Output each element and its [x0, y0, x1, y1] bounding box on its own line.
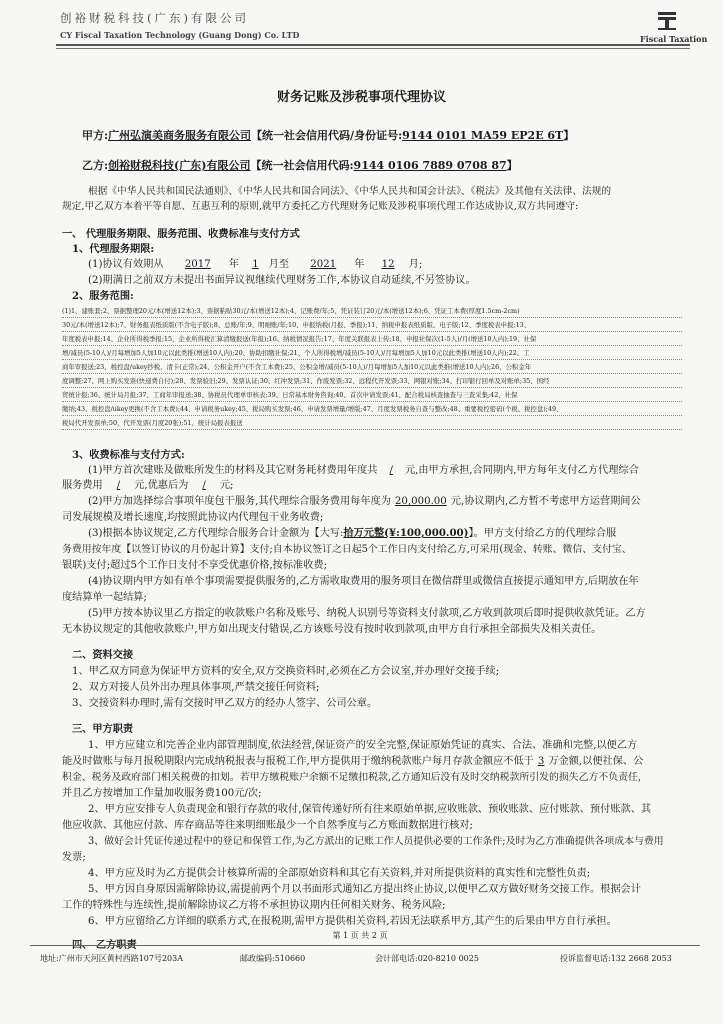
duty-a-line: 积金、税务及政府部门相关税费的扣划。若甲方缴税账户余额不足缴扣税款,乙方通知后没有及时交纳税款所引发的损失乙方不负责任, [62, 772, 642, 783]
fee-line-10: (5)甲方按本协议里乙方指定的收款账户名称及账号、纳税人识别号等资料支付款项,乙方收到款项后即时提供收款凭证。乙方 [88, 608, 646, 619]
section-1-heading: 一、 代理服务期限、服务范围、收费标准与支付方式 [62, 228, 300, 240]
duty-a-line: 工作的特殊性与连续性,提前解除协议乙方将不承担协议期内任何相关财务、税务风险; [62, 900, 446, 911]
party-a-line [82, 127, 574, 143]
letterhead-company-cn: 创裕财税科技(广东)有限公司 [60, 11, 249, 25]
service-scope-heading: 2、服务范围: [72, 290, 134, 302]
party-a-name: 广州弘演美商务服务有限公司 [108, 129, 252, 142]
fee-text: (2)甲方加选择综合事项年度包干服务,其代理综合服务费用每年度为 [88, 496, 391, 507]
fee-text: 】。甲方支付给乙方的代理综合服 [468, 528, 617, 539]
term-start-month: 1 [252, 259, 259, 270]
duty-text: 能及时做账与每月报税期限内完成纳税报表与报税工作,甲方提供用于缴纳税款账户每月存款金额应不低于 [62, 756, 534, 767]
fee-text: 服务费用 [62, 480, 103, 491]
handover-item: 2、双方对接人员外出办理具体事项,严禁交接任何资料; [72, 682, 320, 693]
term-label: (1)协议有效期从 [88, 259, 164, 270]
party-a-label: 甲方: [82, 129, 109, 142]
letterhead-company-en: CY Fiscal Taxation Technology (Guang Dong) Co. LTD [60, 30, 300, 40]
handover-item: 3、交接资料办理时,需有交接时甲乙双方的经办人签字、公司公章。 [72, 698, 378, 709]
min-deposit-value: 3 [537, 756, 545, 767]
party-a-credit-code: 9144 0101 MA59 EP2E 6T [402, 129, 564, 142]
fee-text: (3)根据本协议规定,乙方代理综合服务合计金额为【大写: [88, 528, 344, 539]
term-end-month: 12 [381, 259, 395, 270]
duty-a-line: 1、甲方应建立和完善企业内部管理制度,依法经营,保证资产的安全完整,保证原始凭证的真实、合法、准确和完整,以便乙方 [88, 740, 638, 751]
fee-line-5 [88, 526, 616, 541]
fee-line-4: 司发展规模及增长速度,均按照此协议内代理包干业务收费; [62, 512, 324, 523]
scope-line: 缴纳;43、税控盘/ukey更换(不含工本费);44、申请税务ukey;45、税局购买发票;46、申请发票增量/增版;47、月度发票税务自查与整改;48、重要税控密码(个税、税控盘);49、 [62, 405, 563, 413]
letterhead-divider-thin [56, 48, 690, 49]
service-term-heading: 1、代理服务期限: [72, 243, 155, 255]
scope-underline [62, 359, 682, 360]
fee-line-8: (4)协议期内甲方如有单个事项需要提供服务的,乙方需收取费用的服务项目在微信群里或微信直接提示通知甲方,后期放在年 [88, 576, 639, 587]
duty-a-line [62, 754, 643, 769]
fee-heading: 3、收费标准与支付方式: [72, 449, 185, 461]
handover-item: 1、甲乙双方同意为保证甲方资料的安全,双方交换资料时,必须在乙方会议室,并办理好交接手续; [72, 666, 500, 677]
service-fee-value: / [116, 480, 121, 491]
party-b-credit-code: 9144 0106 7889 0708 87 [353, 159, 507, 172]
footer-divider [30, 945, 700, 946]
term-month-to: 月至 [268, 259, 290, 270]
term-line-1 [88, 257, 422, 272]
duty-text: 万金额,以便社保、公 [548, 756, 644, 767]
fee-line-2 [62, 478, 233, 493]
scope-line: 贸统计报;36、统计局月报;37、工商年审报送;38、协税员代理单审核表;39、日常基本财务咨询;40、首次申请发票;41、配合税局核查抽查与三查采集;42、社保 [62, 391, 518, 399]
fee-text: 元,协议期内,乙方暂不考虑甲方运营期间公 [450, 496, 641, 507]
discounted-fee-value: / [202, 480, 206, 491]
party-b-label: 乙方: [82, 159, 109, 172]
fee-line-1 [88, 463, 639, 478]
scope-underline [62, 387, 682, 388]
total-amount: 拾万元整(¥:100,000.00) [343, 527, 469, 539]
party-a-close: 】 [563, 129, 575, 142]
duty-a-line: 4、甲方应及时为乙方提供会计核算所需的全部原始资料和其它有关资料,并对所提供资料的真实性和完整性负责; [88, 868, 591, 879]
scope-underline [62, 317, 682, 318]
term-end-year: 2021 [310, 259, 337, 270]
scope-line: 30元/本(增送12本);7、财务报表纸质版(不含电子版);8、总账/年;9、明细账/年;10、申报纳税(月报、季报);11、纳税申报表纸质版、电子版;12、季度税表申报;13、 [62, 321, 531, 329]
scope-underline [62, 331, 682, 332]
intro-line: 根据《中华人民共和国民法通则》、《中华人民共和国合同法》、《中华人民共和国会计法》、《税法》及其他有关法律、法规的 [88, 186, 612, 197]
fee-line-7: 银联)支付;超过5个工作日支付不享受优惠价格,按标准收费; [62, 560, 328, 571]
scope-underline [62, 373, 682, 374]
fee-text: 元,优惠后为 [134, 480, 189, 491]
letterhead-divider [56, 44, 690, 46]
term-year-unit: 年 [228, 259, 239, 270]
fee-text: (1)甲方首次建账及做账所发生的材料及其它财务耗材费用年度共 [88, 465, 378, 476]
duty-a-line: 发票; [62, 852, 86, 863]
term-start-year: 2017 [184, 259, 211, 270]
fee-line-6: 务费用按年度【以签订协议的月份起计算】支付;自本协议签订之日起5个工作日内支付给乙方,可采用(现金、转账、微信、支付宝、 [62, 544, 632, 555]
party-b-name: 创裕财税科技(广东)有限公司 [108, 159, 251, 172]
scope-underline [62, 415, 682, 416]
footer-postcode: 邮政编码:510660 [240, 954, 306, 963]
party-b-credit-label: 【统一社会信用代码: [250, 159, 354, 172]
term-end-month-unit: 月; [408, 259, 423, 270]
term-end-year-unit: 年 [354, 259, 365, 270]
fee-line-11: 无本协议规定的其他收款账户,甲方如出现支付错误,乙方该账号没有按时收到款项,由甲方自行承担全部损失及相关责任。 [62, 624, 602, 635]
section-2-heading: 二、资料交接 [72, 649, 134, 661]
scope-underline [62, 401, 682, 402]
duty-a-line: 他应收款、其他应付款、库存商品等往来明细账最少一个自然季度与乙方账面数据进行核对; [62, 820, 473, 831]
material-fee-value: / [389, 465, 393, 476]
letterhead-brand-en: Fiscal Taxation [640, 34, 708, 44]
fee-line-9: 度结算单一起结算; [62, 592, 147, 603]
footer-complaint-phone: 投诉监督电话:132 2668 2053 [560, 954, 672, 963]
party-a-credit-label: 【统一社会信用代码/身份证号: [251, 129, 403, 142]
party-b-line [82, 157, 518, 173]
scope-line: (1)1、建账套;2、票据整理20元/本(增送12本);3、票据粘贴30元/本(增送12本);4、记账费/年;5、凭证装订20元/本(增送12本);6、凭证工本费(厚度1.5cm-2cm) [62, 307, 520, 315]
scope-underline [62, 345, 682, 346]
scope-line: 税局代开发票单;50、代开发票(月度20张);51、统计局报表报送 [62, 419, 243, 427]
annual-package-fee: 20,000.00 [394, 496, 447, 507]
scope-line: 增/减员(5-10人)/月每增加5人加10元以此类推(增送10人内);20、协助扣缴社保;21、个人所得税增/减员(5-10人)/月每增加5人加10元以此类推(增送10人内);22、工 [62, 349, 530, 357]
duty-a-line: 5、甲方因自身原因需解除协议,需提前两个月以书面形式通知乙方提出终止协议,以便甲乙双方做好财务交接工作。根据会计 [88, 884, 641, 895]
duty-a-line: 3、做好会计凭证传递过程中的登记和保管工作,为乙方派出的记账工作人员提供必要的工作条件;及时为乙方准确提供各项成本与费用 [88, 836, 664, 847]
fee-text: 元; [219, 480, 234, 491]
party-b-close: 】 [506, 159, 518, 172]
section-4-heading: 四、 乙方职责 [72, 939, 137, 951]
scope-line: 年度税表申报;14、企业所得税季报;15、企业所得税汇算清缴报送(年报);16、纳税情况报告;17、年度关联报表上传;18、申报社保次(1-5人)/月(增送10人内);19、社保 [62, 335, 537, 343]
footer-address: 地址:广州市天河区黄村西路107号203A [40, 954, 184, 963]
duty-a-line: 6、甲方应留给乙方详细的联系方式,在报税期,需甲方提供相关资料,若因无法联系甲方,其产生的后果由甲方自行承担。 [88, 916, 617, 927]
scope-line: 商年审报送;23、税控盘/ukey抄税、清卡(正常);24、公积金开户(不含工本费);25、公积金增/减员(5-10人)/月每增加5人加10元以此类推(增送10人内);26、公积金年 [62, 363, 532, 371]
term-line-2: (2)期满日之前双方未提出书面异议视继续代理财务工作,本协议自动延续,不另签协议。 [88, 275, 476, 286]
company-logo-icon [655, 10, 679, 32]
page-number: 第 1 页 共 2 页 [332, 931, 388, 940]
duty-a-line: 并且乙方按增加工作量加收服务费100元/次; [62, 788, 262, 799]
footer-phone: 会计部电话:020-8210 0025 [375, 954, 479, 963]
scope-underline [62, 429, 682, 430]
section-3-heading: 三、甲方职责 [72, 723, 134, 735]
intro-line: 规定,甲乙双方本着平等自愿、互惠互利的原则,就甲方委托乙方代理财务记账及涉税事项代理工作达成协议,双方共同遵守: [62, 201, 579, 212]
scope-line: 度调整;27、网上购买发票(快递费自付);28、发票验旧;29、发票认证;30、红冲发票;31、作废发票;32、远程代开发票;33、网银对账;34、打印银行回单及对账单;35、国经 [62, 377, 550, 385]
fee-text: 元,由甲方承担,合同期内,甲方每年支付乙方代理综合 [404, 465, 639, 476]
fee-line-3 [88, 494, 641, 509]
document-title: 财务记账及涉税事项代理协议 [276, 90, 446, 105]
duty-a-line: 2、甲方应安排专人负责现金和银行存款的收付,保管传递好所有往来原始单据,应收账款、预收账款、应付账款、预付账款、其 [88, 804, 652, 815]
